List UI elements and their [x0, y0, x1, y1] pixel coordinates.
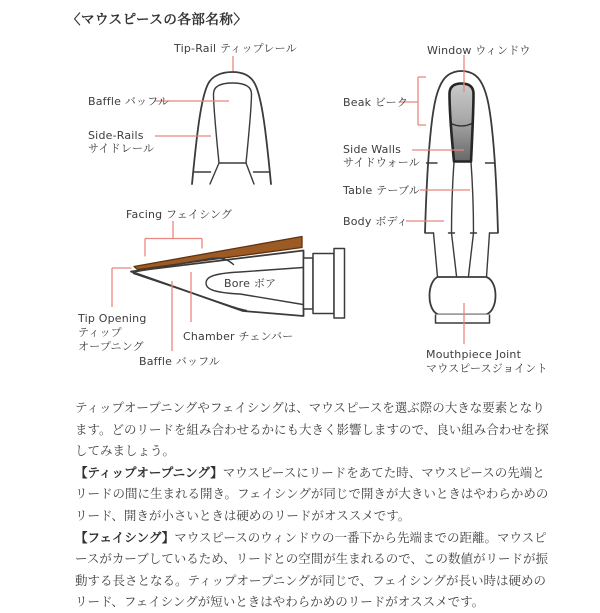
- label-side-walls-en: Side Walls: [343, 143, 402, 156]
- page-title: 〈マウスピースの各部名称〉: [67, 12, 248, 28]
- label-tip-opening-en: Tip Opening: [78, 312, 147, 325]
- label-tip-opening-ja1: ティップ: [78, 326, 122, 339]
- label-side-rails-ja: サイドレール: [88, 142, 155, 155]
- label-joint-en: Mouthpiece Joint: [426, 348, 522, 361]
- intro-text: ティップオープニングやフェイシングは、マウスピースを選ぶ際の大きな要素となります。どのリードを組み合わせるかにも大きく影響しますので、良い組み合わせを探してみましょう。: [75, 400, 549, 459]
- mouthpiece-joint-bulge: [430, 277, 496, 315]
- mouthpiece-joint-band: [436, 315, 490, 324]
- tip-opening-term: 【ティップオープニング】: [75, 464, 223, 480]
- label-bore: Bore ボア: [224, 277, 277, 290]
- shank-end-ring: [334, 249, 345, 319]
- label-body: Body ボディ: [343, 215, 408, 228]
- front-view-drawing: [399, 55, 498, 344]
- label-tip-rail: Tip-Rail ティップレール: [174, 42, 297, 55]
- label-tip-opening-ja2: オープニング: [78, 340, 144, 353]
- label-joint-ja: マウスピースジョイント: [426, 362, 548, 375]
- tip-opening-text: マウスピースにリードをあてた時、マウスピースの先端とリードの間に生まれる開き。フェイシングが同じで開きが大きいときはやわらかめのリード、開きが小さいときは硬めのリードがオススメです。: [75, 464, 549, 523]
- label-facing: Facing フェイシング: [126, 208, 233, 221]
- label-side-walls-ja: サイドウォール: [343, 156, 420, 169]
- tip-view-drawing: [155, 56, 271, 184]
- label-window: Window ウィンドウ: [427, 44, 531, 57]
- label-side-rails-en: Side-Rails: [88, 129, 144, 142]
- facing-term: 【フェイシング】: [75, 529, 175, 545]
- shank-barrel: [313, 254, 334, 314]
- label-beak: Beak ビーク: [343, 96, 409, 109]
- label-chamber: Chamber チェンバー: [183, 330, 294, 343]
- description-text: [75, 397, 555, 613]
- paragraph-intro: [75, 397, 555, 462]
- label-baffle-top: Baffle バッフル: [88, 95, 170, 108]
- label-table: Table テーブル: [343, 184, 420, 197]
- label-baffle-side: Baffle バッフル: [139, 355, 221, 368]
- facing-text: マウスピースのウィンドウの一番下から先端までの距離。マウスピースがカーブしているため、リードとの空間が生まれるので、この数値がリードが振動する長さとなる。ティップオープニングが同じで、フェイシングが長い時は硬めのリード、フェイシングが短いときはやわらかめのリードがオススメです。: [75, 529, 549, 610]
- shank-collar: [304, 258, 314, 309]
- paragraph-tip-opening: [75, 462, 555, 527]
